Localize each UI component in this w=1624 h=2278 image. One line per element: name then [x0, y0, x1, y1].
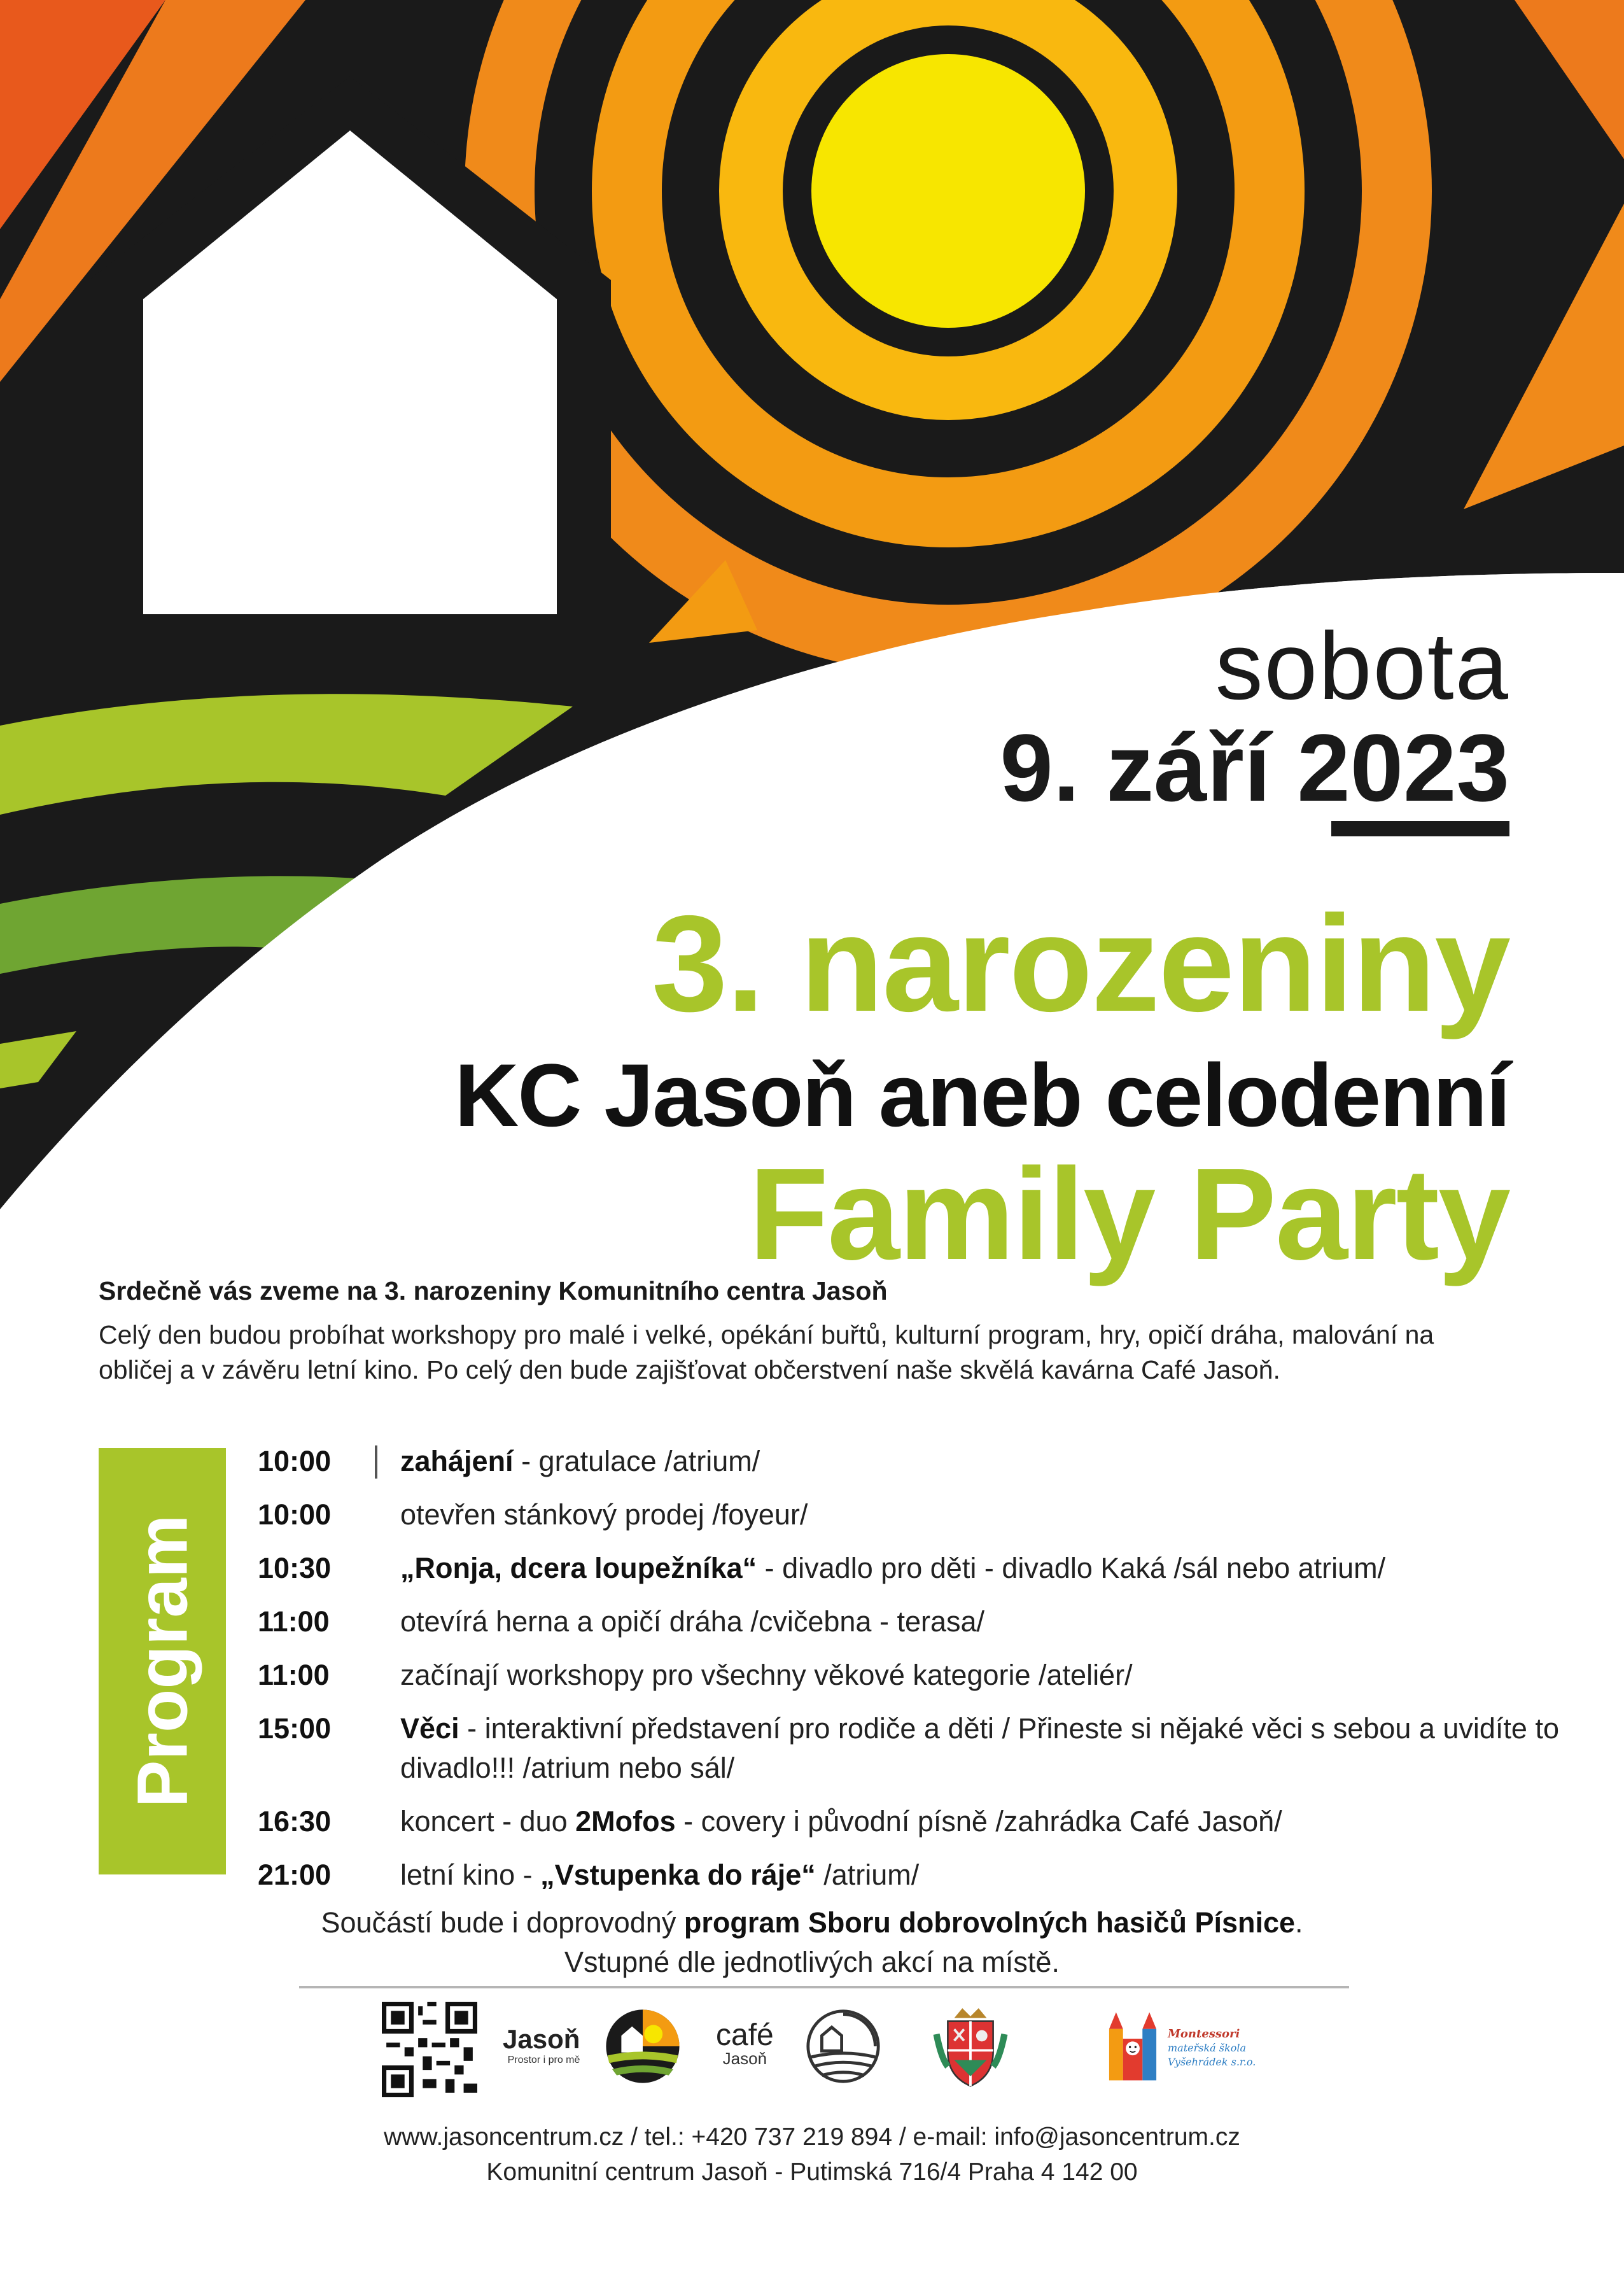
contact-info [0, 2120, 1624, 2190]
event-day: sobota [1215, 612, 1509, 719]
coat-of-arms-icon [929, 2002, 1012, 2091]
schedule-separator [375, 1445, 377, 1479]
cafe-logo-icon [805, 2008, 881, 2085]
schedule-desc: otevřen stánkový prodej /foyeur/ [400, 1498, 808, 1531]
schedule-time: 15:00 [258, 1712, 332, 1745]
montessori-logo: Montessori mateřská škola Vyšehrádek s.r.o. [1168, 2027, 1256, 2068]
montessori-logo-icon [1104, 2008, 1161, 2085]
schedule-desc: otevírá herna a opičí dráha /cvičebna - terasa/ [400, 1605, 985, 1638]
program-label-bar [99, 1448, 226, 1874]
schedule-time: 11:00 [258, 1605, 330, 1638]
schedule-time: 10:00 [258, 1445, 332, 1477]
schedule-desc: koncert - duo 2Mofos - covery i původní písně /zahrádka Café Jasoň/ [400, 1805, 1282, 1838]
schedule-desc: Věci - interaktivní představení pro rodiče a děti / Přineste si nějaké věci s sebou a uvidíte to divadlo!!! /atrium nebo sál/ [400, 1712, 1559, 1784]
contact-line-1[interactable]: www.jasoncentrum.cz / tel.: +420 737 219 894 / e-mail: info@jasoncentrum.cz [384, 2123, 1240, 2151]
jason-logo: Jasoň Prostor i pro mě [503, 2024, 580, 2065]
schedule-row [258, 1495, 1562, 1535]
intro-text: Celý den budou probíhat workshopy pro malé i velké, opékání buřtů, kulturní program, hry, opičí dráha, malování na obličej a v závěru letní kino. Po celý den bude zajišťovat občerstvení naše skvělá kavárna Café Jasoň. [99, 1320, 1434, 1384]
schedule-row [258, 1855, 1562, 1895]
schedule-row [258, 1656, 1562, 1695]
schedule-row [258, 1442, 1562, 1481]
date-divider [1331, 821, 1509, 836]
contact-line-2: Komunitní centrum Jasoň - Putimská 716/4 Praha 4 142 00 [486, 2158, 1138, 2186]
schedule-desc: letní kino - „Vstupenka do ráje“ /atrium/ [400, 1859, 920, 1891]
footnote: Součástí bude i doprovodný program Sboru dobrovolných hasičů Písnice. Vstupné dle jednotlivých akcí na místě. [321, 1906, 1303, 1978]
schedule-time: 11:00 [258, 1659, 330, 1691]
jason-logo-icon [605, 2008, 681, 2085]
schedule-row [258, 1602, 1562, 1642]
schedule-row [258, 1709, 1562, 1788]
event-date: 9. září 2023 [1000, 714, 1509, 821]
schedule-desc: „Ronja, dcera loupežníka“ - divadlo pro děti - divadlo Kaká /sál nebo atrium/ [400, 1552, 1386, 1584]
schedule-time: 16:30 [258, 1805, 332, 1838]
title-line-1: 3. narozeniny [652, 887, 1509, 1040]
title-line-2: KC Jasoň aneb celodenní [454, 1045, 1509, 1145]
program-label: Program [122, 1514, 202, 1808]
footer-divider [299, 1986, 1349, 1988]
intro-heading: Srdečně vás zveme na 3. narozeniny Komunitního centra Jasoň [99, 1276, 888, 1305]
qr-code-icon[interactable] [382, 2002, 477, 2097]
schedule-desc: začínají workshopy pro všechny věkové kategorie /ateliér/ [400, 1659, 1133, 1691]
schedule-row [258, 1549, 1562, 1588]
title-line-3: Family Party [748, 1141, 1509, 1287]
program-schedule [258, 1442, 1562, 1909]
cafe-logo: café Jasoň [716, 2018, 774, 2068]
schedule-desc: zahájení - gratulace /atrium/ [400, 1445, 760, 1477]
schedule-time: 10:30 [258, 1552, 332, 1584]
schedule-time: 21:00 [258, 1859, 332, 1891]
schedule-time: 10:00 [258, 1498, 332, 1531]
schedule-row [258, 1802, 1562, 1841]
